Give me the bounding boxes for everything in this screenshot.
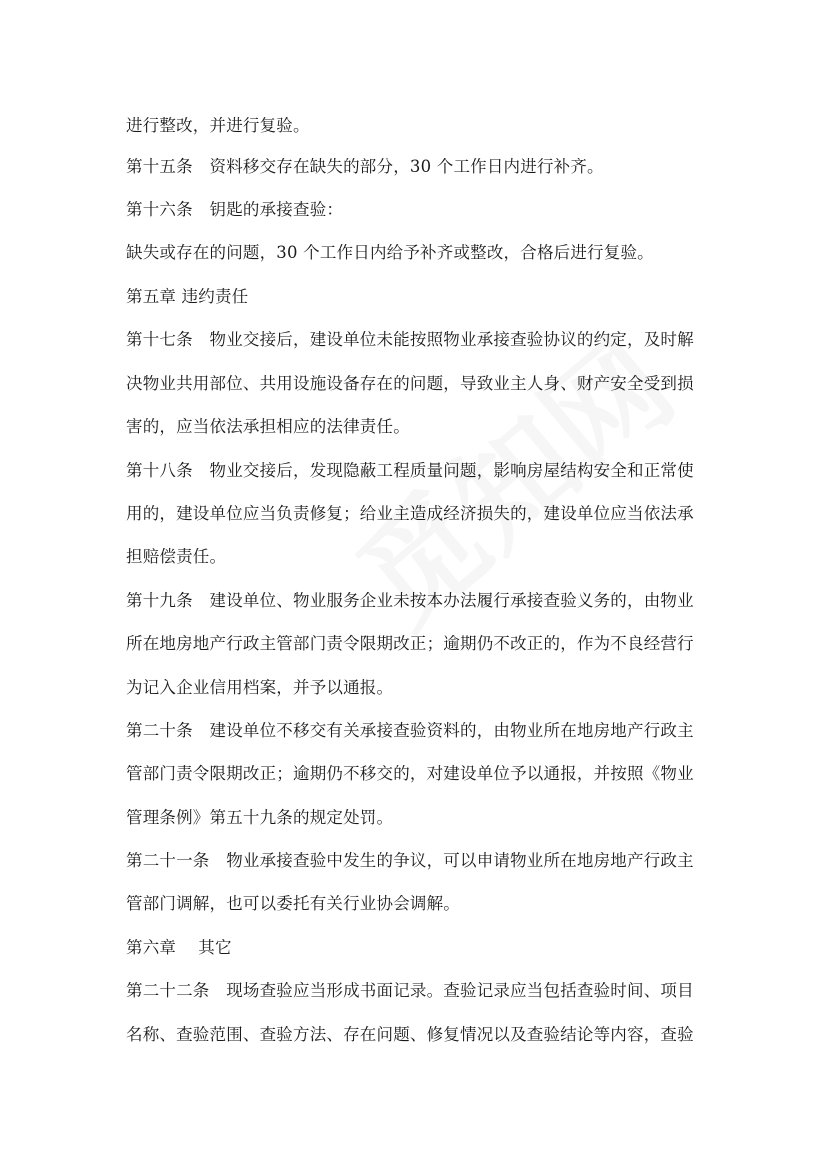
text-line: 第二十一条 物业承接查验中发生的争议，可以申请物业所在地房地产行政主 (126, 851, 694, 870)
text-line: 缺失或存在的问题，30 个工作日内给予补齐或整改，合格后进行复验。 (126, 243, 654, 262)
chapter-heading: 第五章 违约责任 (126, 287, 249, 306)
text-line: 担赔偿责任。 (126, 547, 227, 566)
text-line: 名称、查验范围、查验方法、存在问题、修复情况以及查验结论等内容，查验 (126, 1025, 694, 1044)
text-line: 所在地房地产行政主管部门责令限期改正；逾期仍不改正的，作为不良经营行 (126, 634, 694, 653)
text-line: 第十六条 钥匙的承接查验： (126, 200, 344, 219)
text-line: 决物业共用部位、共用设施设备存在的问题，导致业主人身、财产安全受到损 (126, 374, 694, 393)
text-line: 管部门调解，也可以委托有关行业协会调解。 (126, 894, 460, 913)
text-line: 用的，建设单位应当负责修复；给业主造成经济损失的，建设单位应当依法承 (126, 504, 694, 523)
chapter-heading: 第六章 其它 (126, 938, 232, 957)
text-line: 害的，应当依法承担相应的法律责任。 (126, 417, 410, 436)
text-line: 为记入企业信用档案，并予以通报。 (126, 678, 394, 697)
text-line: 管理条例》第五十九条的规定处罚。 (126, 808, 394, 827)
text-line: 管部门责令限期改正；逾期仍不移交的，对建设单位予以通报，并按照《物业 (126, 764, 694, 783)
text-line: 第十五条 资料移交存在缺失的部分，30 个工作日内进行补齐。 (126, 157, 604, 176)
text-line: 第十九条 建设单位、物业服务企业未按本办法履行承接查验义务的，由物业 (126, 591, 694, 610)
text-line: 第十八条 物业交接后，发现隐蔽工程质量问题，影响房屋结构安全和正常使 (126, 461, 694, 480)
text-line: 进行整改，并进行复验。 (126, 116, 310, 135)
text-line: 第十七条 物业交接后，建设单位未能按照物业承接查验协议的约定，及时解 (126, 330, 694, 349)
text-line: 第二十条 建设单位不移交有关承接查验资料的，由物业所在地房地产行政主 (126, 721, 694, 740)
text-line: 第二十二条 现场查验应当形成书面记录。查验记录应当包括查验时间、项目 (126, 981, 694, 1000)
